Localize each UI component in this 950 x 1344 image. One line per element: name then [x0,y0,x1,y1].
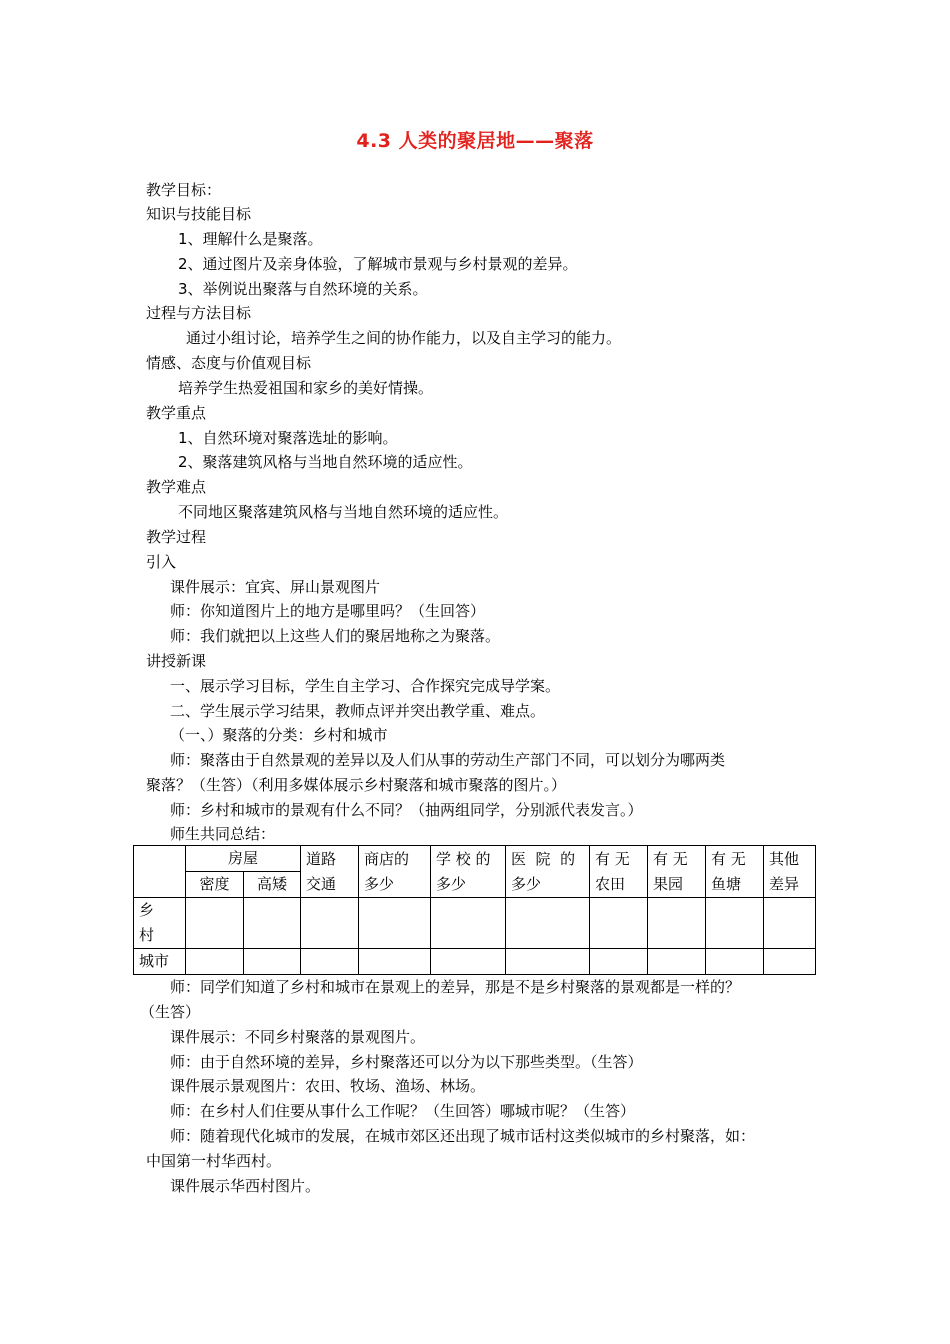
after-line: 课件展示景观图片：农田、牧场、渔场、林场。 [170,1077,486,1095]
table-cell [590,898,648,949]
row-label-text: 村 [139,926,155,944]
goals-heading: 教学目标： [146,181,222,199]
lecture-line: 师：乡村和城市的景观有什么不同？（抽两组同学，分别派代表发言。） [170,801,643,819]
table-header-text: 多少 [436,874,467,893]
lecture-line: 师：聚落由于自然景观的差异以及人们从事的劳动生产部门不同，可以划分为哪两类 [170,751,726,769]
table-cell [706,898,764,949]
comparison-table [133,845,816,975]
key-item: 2、聚落建筑风格与当地自然环境的适应性。 [178,453,473,471]
page-title: 4.3 人类的聚居地——聚落 [356,130,594,152]
process2-heading: 教学过程 [146,528,207,546]
after-line: 师：在乡村人们住要从事什么工作呢？（生回答）哪城市呢？（生答） [170,1102,636,1120]
after-line: 师：由于自然环境的差异，乡村聚落还可以分为以下那些类型。（生答） [170,1053,643,1071]
table-header-pond [706,846,764,898]
key-item: 1、自然环境对聚落选址的影响。 [178,429,398,447]
table-cell [764,949,816,975]
after-line: 师：随着现代化城市的发展，在城市郊区还出现了城市话村这类似城市的乡村聚落，如： [170,1127,756,1145]
row-label-text: 乡 [139,901,155,919]
table-header-text: 有 无 [595,849,630,868]
table-cell [186,949,244,975]
table-header-hospital [506,846,590,898]
table-cell [301,949,359,975]
table-cell [244,898,301,949]
process-heading: 过程与方法目标 [146,304,252,322]
table-cell [359,898,431,949]
process-text: 通过小组讨论，培养学生之间的协作能力，以及自主学习的能力。 [186,329,622,347]
table-cell [301,898,359,949]
key-heading: 教学重点 [146,404,207,422]
after-line: 师：同学们知道了乡村和城市在景观上的差异，那是不是乡村聚落的景观都是一样的？ [170,978,741,996]
table-cell [506,949,590,975]
table-cell [431,898,506,949]
table-header-row [134,846,816,872]
lecture-line: 师生共同总结： [170,825,276,843]
after-line: 中国第一村华西村。 [146,1152,282,1170]
lecture-line: 一、展示学习目标，学生自主学习、合作探究完成导学案。 [170,677,561,695]
table-cell [244,949,301,975]
after-line: 课件展示华西村图片。 [170,1177,321,1195]
table-cell [764,898,816,949]
lecture-heading: 讲授新课 [146,652,207,670]
table-header-text: 鱼塘 [711,874,742,893]
table-cell [706,949,764,975]
difficulty-heading: 教学难点 [146,478,207,496]
table-header-text: 果园 [653,874,684,893]
table-header-text: 多少 [364,874,395,893]
intro-line: 师：你知道图片上的地方是哪里吗？（生回答） [170,602,486,620]
emotion-heading: 情感、态度与价值观目标 [146,354,312,372]
table-cell [590,949,648,975]
table-header-text: 多少 [511,874,542,893]
lecture-line: （一、）聚落的分类：乡村和城市 [170,726,388,744]
table-cell [648,949,706,975]
table-header-text: 农田 [595,874,626,893]
after-line: 课件展示：不同乡村聚落的景观图片。 [170,1028,426,1046]
table-header-other [764,846,816,898]
knowledge-item: 3、举例说出聚落与自然环境的关系。 [178,280,428,298]
intro-heading: 引入 [146,553,177,571]
table-header-density: 密度 [186,872,244,898]
difficulty-text: 不同地区聚落建筑风格与当地自然环境的适应性。 [178,503,509,521]
table-cell [186,898,244,949]
table-header-text: 学 校 的 [436,849,491,868]
table-cell [359,949,431,975]
table-row-label-city: 城市 [134,949,186,975]
lecture-line: 二、学生展示学习结果，教师点评并突出教学重、难点。 [170,702,546,720]
knowledge-item: 1、理解什么是聚落。 [178,230,323,248]
table-header-orchard [648,846,706,898]
table-header-school [431,846,506,898]
after-line: （生答） [140,1003,201,1021]
table-header-text: 有 无 [653,849,688,868]
table-row-label-rural [134,898,186,949]
table-header-text: 有 无 [711,849,746,868]
table-header-housing: 房屋 [186,846,301,872]
knowledge-item: 2、通过图片及亲身体验，了解城市景观与乡村景观的差异。 [178,255,578,273]
table-header-text: 交通 [306,874,337,893]
table-cell [431,949,506,975]
table-corner-cell [134,846,186,898]
table-header-height: 高矮 [244,872,301,898]
lecture-line: 聚落？（生答）（利用多媒体展示乡村聚落和城市聚落的图片。） [146,776,567,794]
table-header-text: 医 院 的 [511,849,576,868]
table-header-text: 其他 [769,849,800,868]
table-header-farm [590,846,648,898]
table-row-rural [134,898,816,949]
intro-line: 课件展示：宜宾、屏山景观图片 [170,578,381,596]
table-cell [506,898,590,949]
table-header-shops [359,846,431,898]
emotion-text: 培养学生热爱祖国和家乡的美好情操。 [178,379,434,397]
table-row-city [134,949,816,975]
knowledge-heading: 知识与技能目标 [146,205,252,223]
table-header-text: 商店的 [364,849,410,868]
table-header-text: 道路 [306,849,337,868]
table-cell [648,898,706,949]
table-header-text: 差异 [769,874,800,893]
intro-line: 师：我们就把以上这些人们的聚居地称之为聚落。 [170,627,501,645]
table-header-road [301,846,359,898]
